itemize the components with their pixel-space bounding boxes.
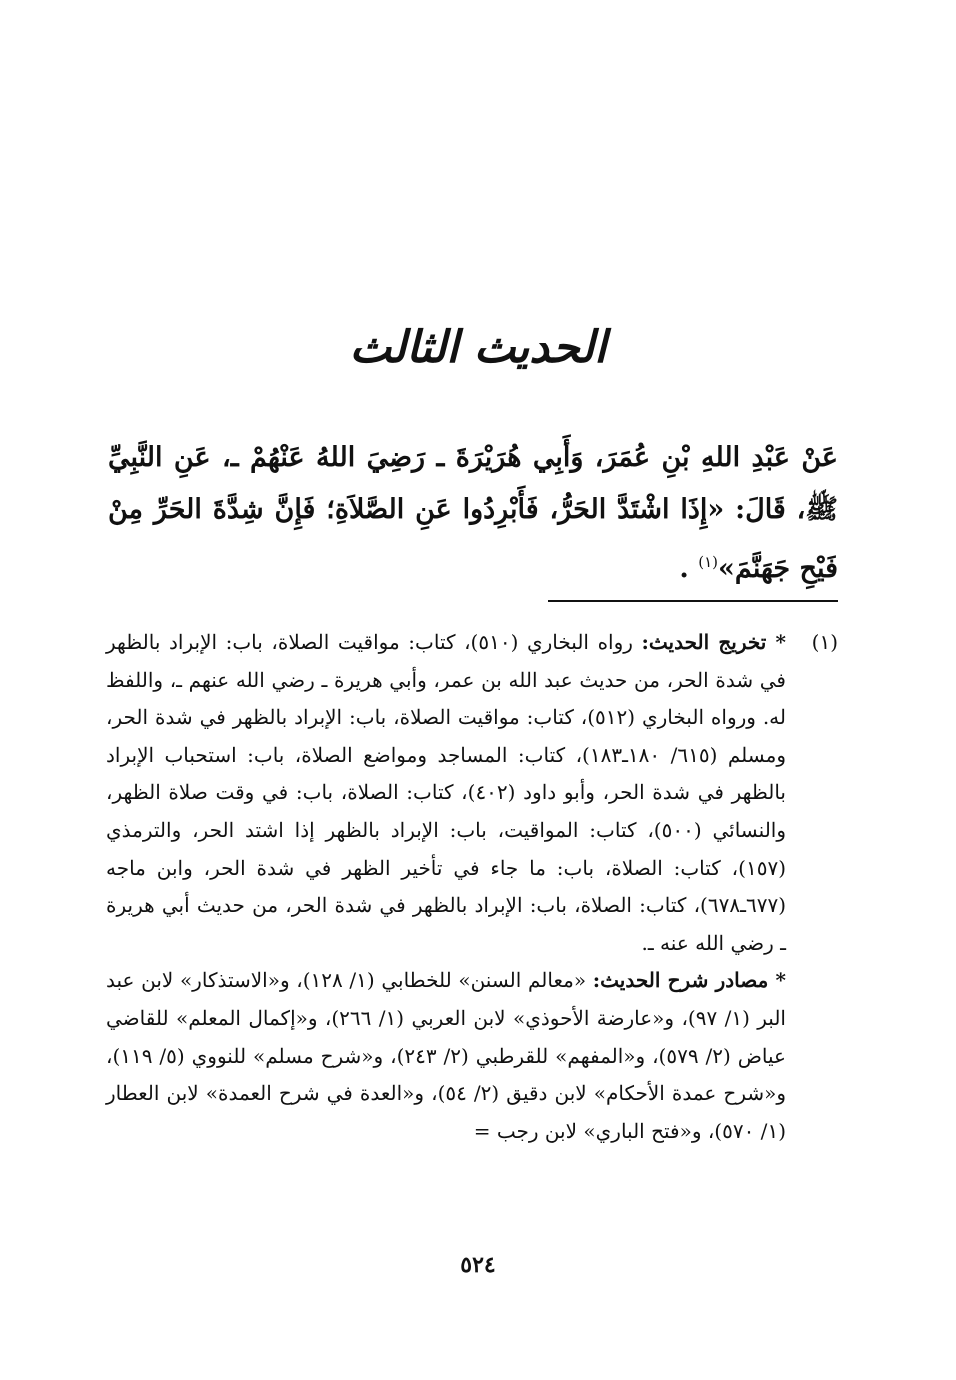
hadith-text-block [108, 432, 838, 595]
takhrij-text: رواه البخاري (٥١٠)، كتاب: مواقيت الصلاة، باب: الإبراد بالظهر في شدة الحر، من حديث عبد الله بن عمر، وأبي هريرة ـ رضي الله عنهم ـ، واللفظ له. ورواه البخاري (٥١٢)، كتاب: مواقيت الصلاة، باب: الإبراد بالظهر في شدة الحر، ومسلم (٦١٥/ ١٨٠ـ١٨٣)، كتاب: المساجد ومواضع الصلاة، باب: استحباب الإبراد بالظهر في شدة الحر، وأبو داود (٤٠٢)، كتاب: الصلاة، باب: في وقت صلاة الظهر، والنسائي (٥٠٠)، كتاب: المواقيت، باب: الإبراد بالظهر إذا اشتد الحر، والترمذي (١٥٧)، كتاب: الصلاة، باب: ما جاء في تأخير الظهر في شدة الحر، وابن ماجه (٦٧٧ـ٦٧٨)، كتاب: الصلاة، باب: الإبراد بالظهر في شدة الحر، من حديث أبي هريرة ـ رضي الله عنه ـ. [106, 630, 786, 955]
footnote-body [106, 624, 786, 1150]
footnote-divider [548, 600, 838, 602]
footnote-reference: (١) [698, 553, 718, 571]
masadir-text: «معالم السنن» للخطابي (١/ ١٢٨)، و«الاستذكار» لابن عبد البر (١/ ٩٧)، و«عارضة الأحوذي» لابن العربي (١/ ٢٦٦)، و«إكمال المعلم» للقاضي عياض (٢/ ٥٧٩)، و«المفهم» للقرطبي (٢/ ٢٤٣)، و«شرح مسلم» للنووي (٥/ ١١٩)، و«شرح عمدة الأحكام» لابن دقيق (٢/ ٥٤)، و«العدة في شرح العمدة» لابن العطار (١/ ٥٧٠)، و«فتح الباري» لابن رجب = [106, 968, 787, 1143]
footnotes-block [106, 624, 838, 1150]
masadir-label: * مصادر شرح الحديث: [592, 968, 787, 993]
page-title: الحديث الثالث [349, 322, 607, 373]
takhrij-label: * تخريج الحديث: [641, 630, 787, 654]
masadir-paragraph [106, 962, 786, 1150]
hadith-text: عَنْ عَبْدِ اللهِ بْنِ عُمَرَ، وَأَبِي هُرَيْرَةَ ـ رَضِيَ اللهُ عَنْهُمْ ـ، عَنِ النَّبِيِّ ﷺ، قَالَ: «إِذَا اشْتَدَّ الحَرُّ، فَأَبْرِدُوا عَنِ الصَّلاَةِ؛ فَإِنَّ شِدَّةَ الحَرِّ مِنْ فَيْحِ جَهَنَّمَ» [108, 442, 838, 584]
hadith-end-mark: . [679, 553, 689, 584]
takhrij-paragraph [106, 624, 786, 962]
footnote-item [106, 624, 838, 1150]
footnote-number: (١) [811, 630, 838, 654]
page-number: ٥٢٤ [460, 1252, 496, 1278]
